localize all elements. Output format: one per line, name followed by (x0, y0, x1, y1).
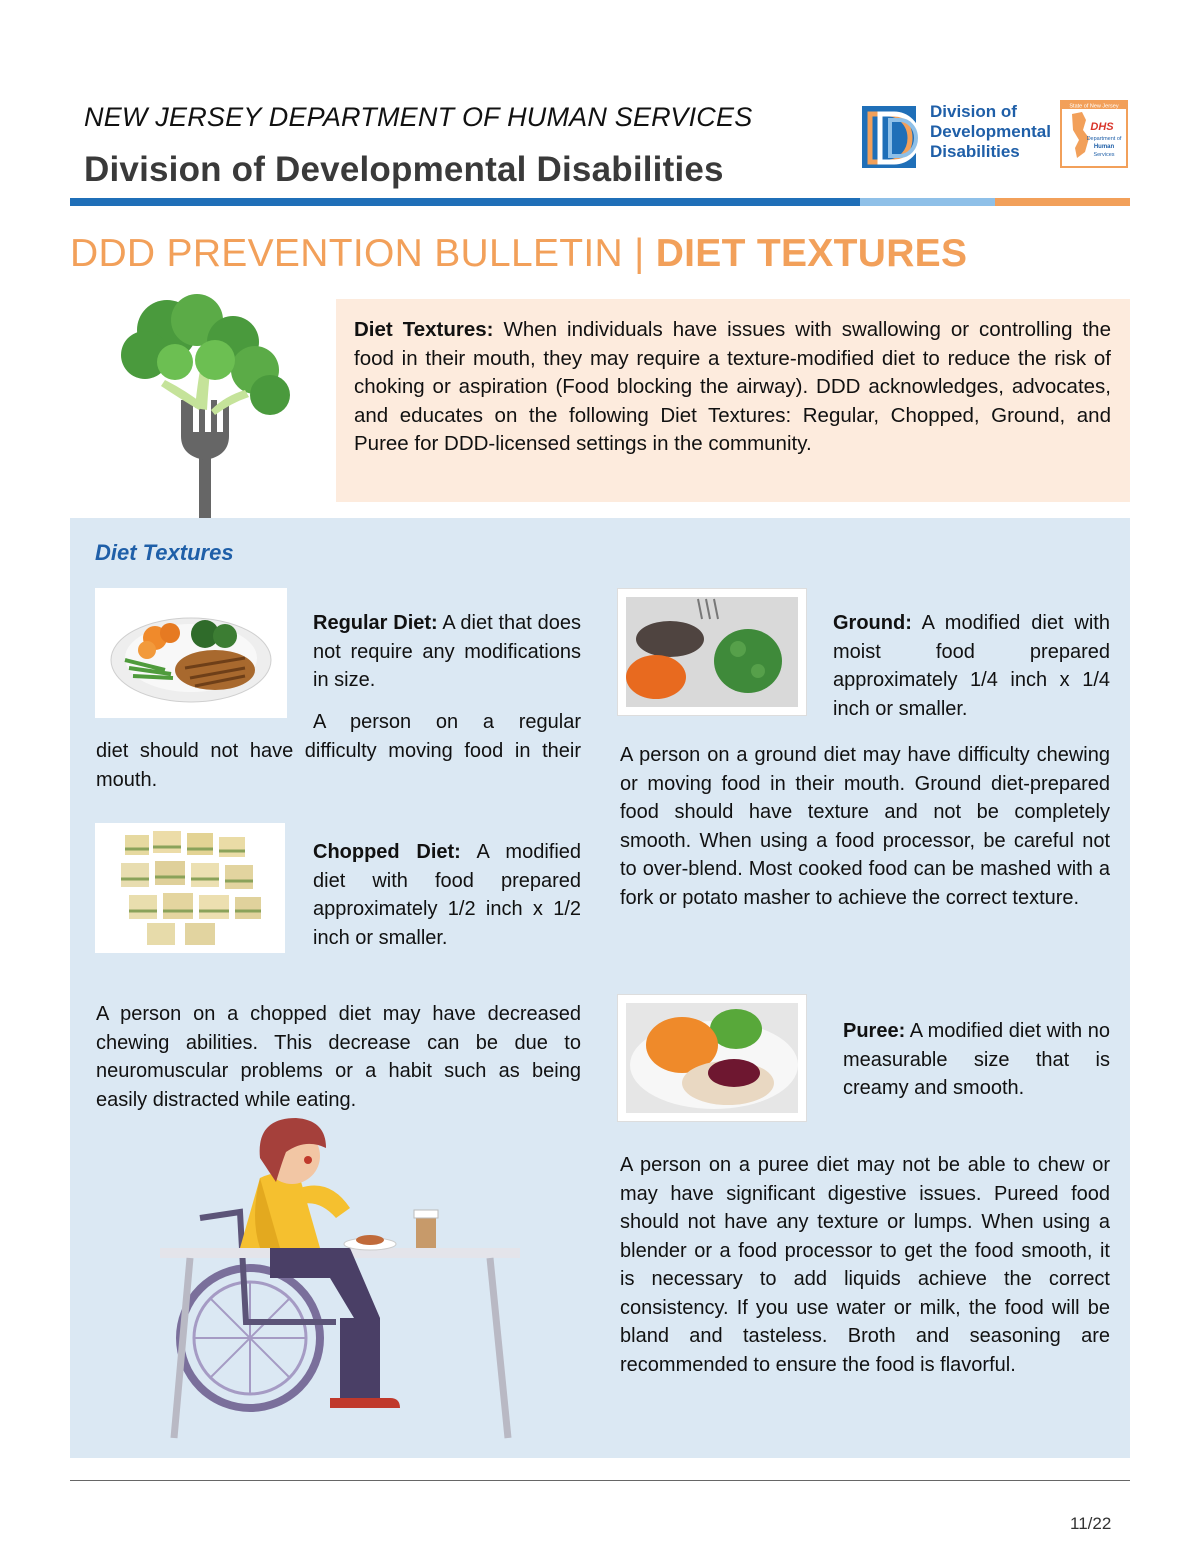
puree-diet-detail: A person on a puree diet may not be able to chew or may have significant digestive issues. Pureed food should not have any texture or lumps. When using a blender or a food processor to get the food smooth, it is necessary to add liquids achieve the correct consistency. If you use water or milk, the food will be bland and tasteless. Broth and seasoning are recommended to ensure the food is flavorful. (620, 1154, 1110, 1376)
puree-diet-photo (617, 994, 807, 1122)
svg-text:Services: Services (1093, 152, 1115, 158)
svg-text:Department of: Department of (1086, 136, 1122, 142)
regular-diet-detail-b: diet should not have difficulty moving food in their mouth. (96, 740, 581, 791)
dhs-logo (1060, 100, 1128, 168)
footer-rule (70, 1480, 1130, 1481)
svg-text:DHS: DHS (1090, 121, 1114, 133)
regular-diet-photo (95, 588, 287, 718)
section-title: Diet Textures (95, 540, 234, 565)
department-name: NEW JERSEY DEPARTMENT OF HUMAN SERVICES (84, 102, 753, 132)
intro-text: Diet Textures: When individuals have issues with swallowing or controlling the food in their mouth, they may require a texture-modified diet to reduce the risk of choking or aspiration (Food blocking the airway). DDD acknowledges, advocates, and educates on the following Diet Textures: Regular, Chopped, Ground, and Puree for DDD-licensed settings in the community. (354, 318, 1111, 455)
regular-diet-detail-a: A person on a regular (313, 711, 581, 733)
chopped-diet-photo (95, 823, 285, 953)
ground-diet-detail: A person on a ground diet may have difficulty chewing or moving food in their mouth. Ground diet-prepared food should have texture and not be completely smooth. When using a food processor, be careful not to over-blend. Most cooked food can be mashed with a fork or potato masher to achieve the correct texture. (620, 744, 1110, 909)
chopped-diet-detail: A person on a chopped diet may have decreased chewing abilities. This decrease can be due to neuromuscular problems or a habit such as being easily distracted while eating. (96, 1003, 581, 1111)
svg-text:State of New Jersey: State of New Jersey (1069, 103, 1119, 110)
bulletin-title: DDD PREVENTION BULLETIN | DIET TEXTURES (70, 232, 968, 275)
ground-diet-photo (617, 588, 807, 716)
regular-diet-definition: Regular Diet: A diet that does not require any modifications in size. (313, 612, 581, 691)
division-name: Division of Developmental Disabilities (84, 150, 724, 189)
puree-diet-definition: Puree: A modified diet with no measurable size that is creamy and smooth. (843, 1020, 1110, 1099)
wheelchair-diner-illustration (160, 1118, 520, 1440)
ddd-logo-text: Division of Developmental Disabilities (930, 102, 1051, 161)
svg-text:Human: Human (1093, 144, 1115, 150)
page-number: 11/22 (1070, 1514, 1112, 1533)
chopped-diet-definition: Chopped Diet: A modified diet with food prepared approximately 1/2 inch x 1/2 inch or smaller. (313, 841, 582, 949)
broccoli-fork-illustration (105, 290, 305, 525)
ground-diet-definition: Ground: A modified diet with moist food prepared approximately 1/4 inch x 1/4 inch or smaller. (833, 612, 1110, 720)
